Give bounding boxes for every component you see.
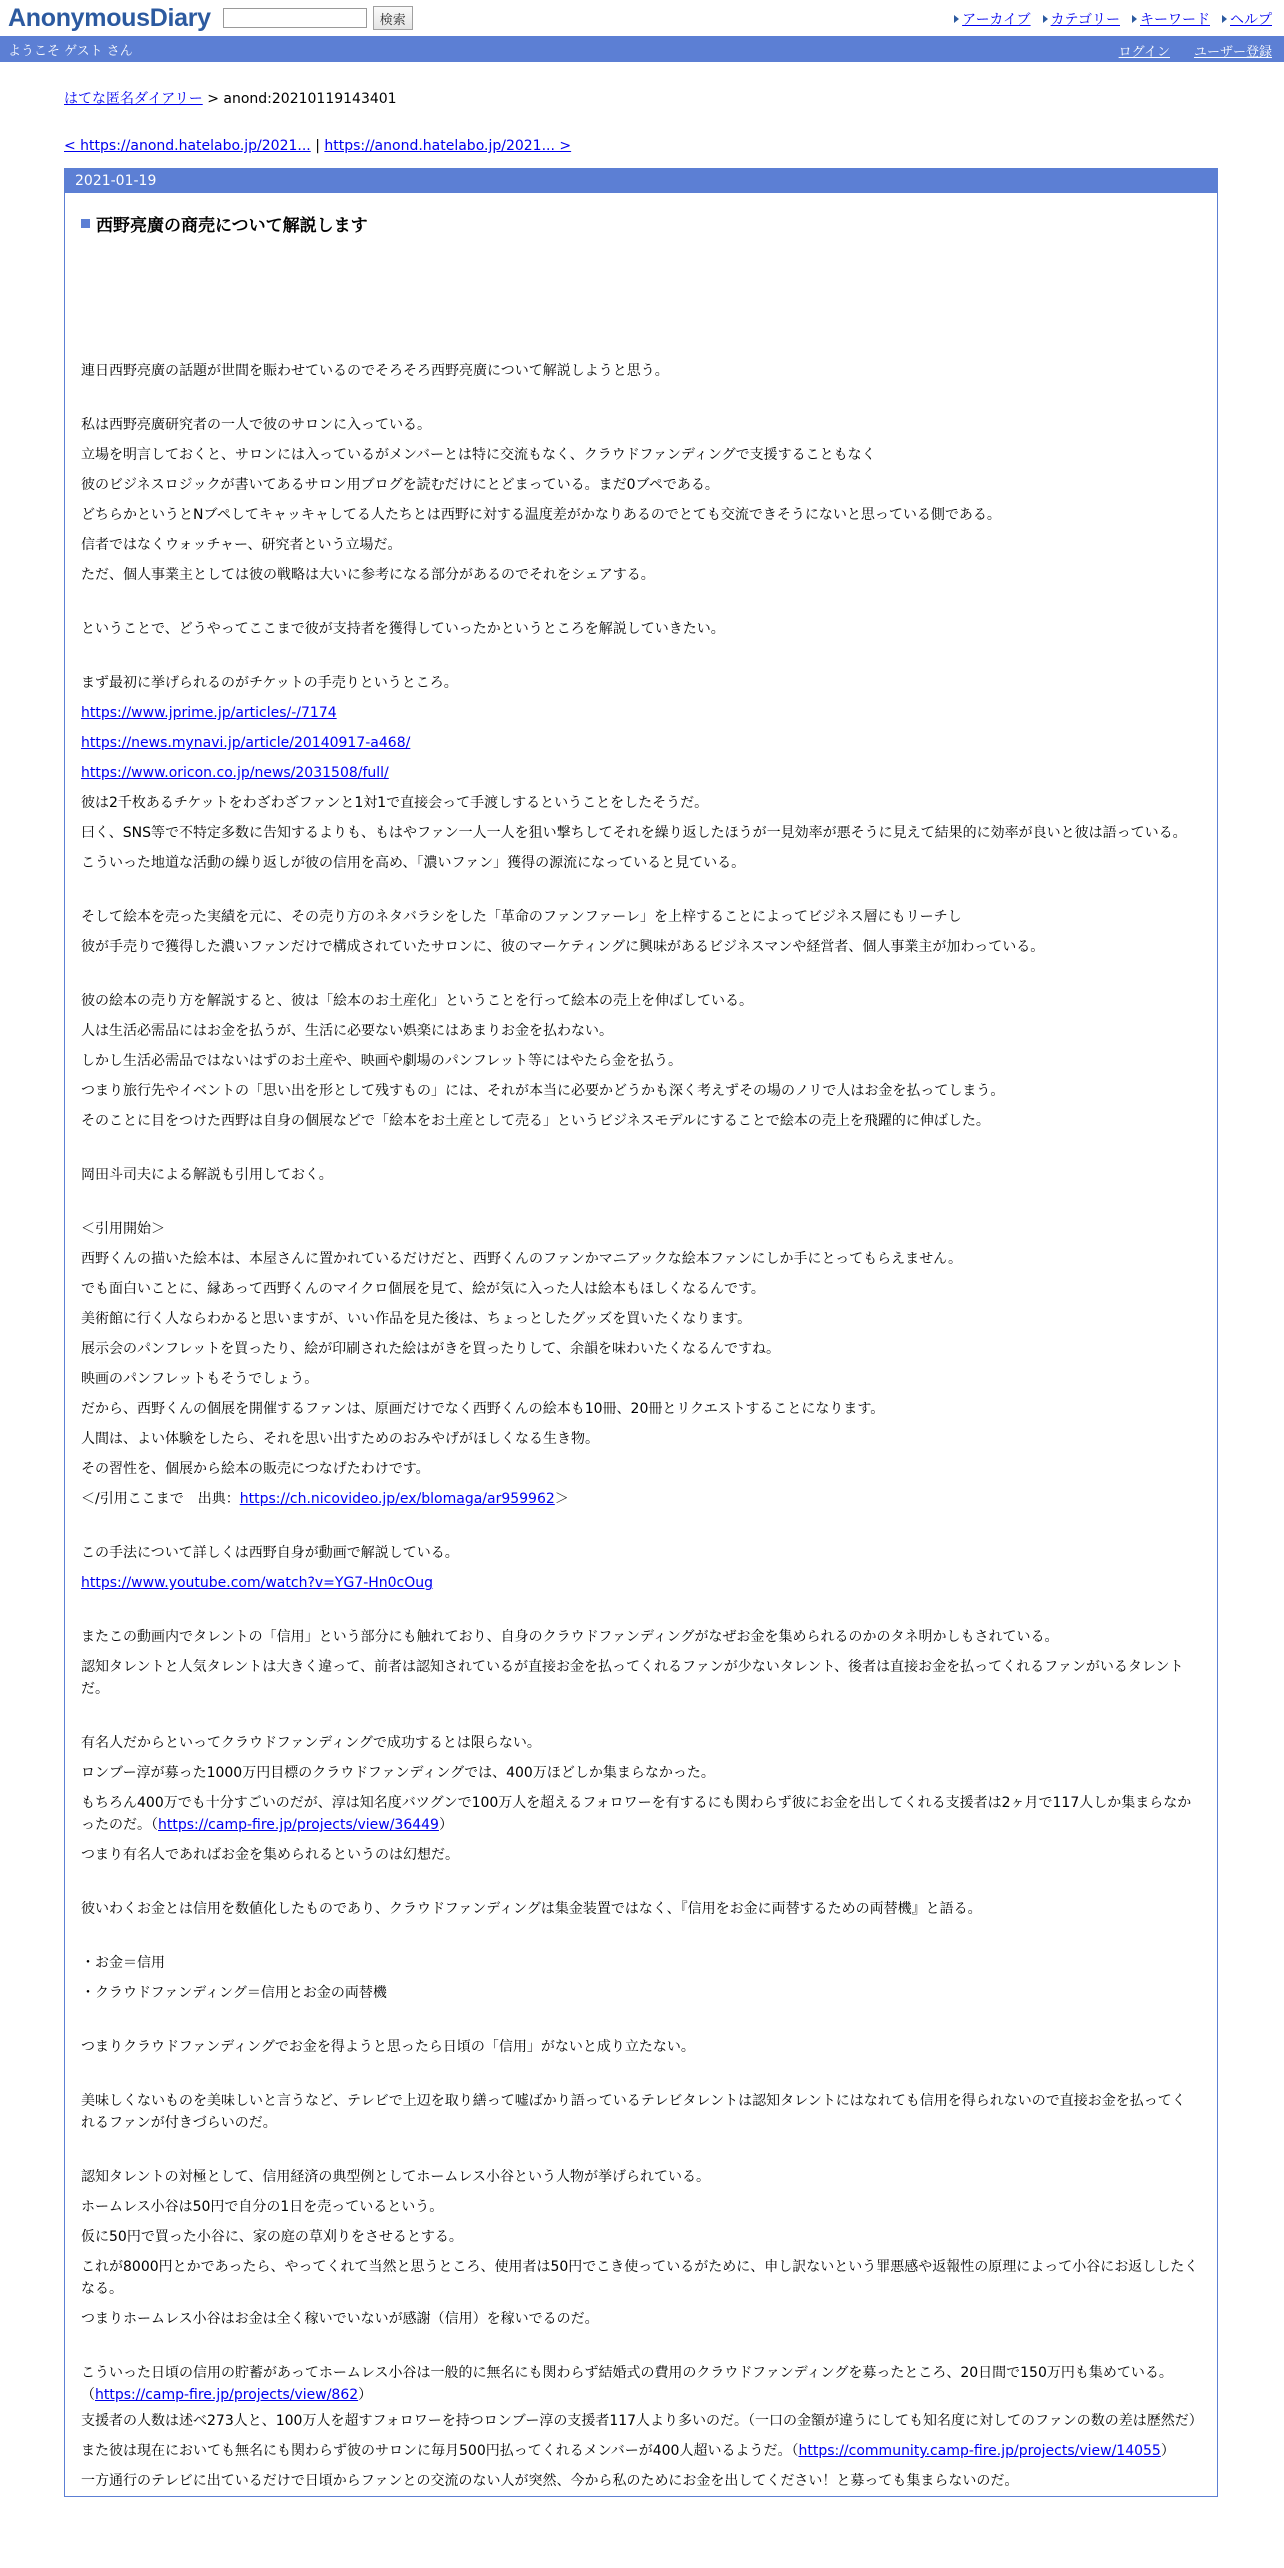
triangle-right-icon [1043, 15, 1048, 23]
text-line: ロンブー淳が募った1000万円目標のクラウドファンディングでは、400万ほどしか集まらなかった。 [81, 1765, 715, 1781]
text-segment: また彼は現在においても無名にも関わらず彼のサロンに毎月500円払ってくれるメンバーが400人超いるようだ。（ [81, 2443, 799, 2459]
text-line [81, 1792, 1199, 1836]
text-segment: ） [438, 1817, 453, 1833]
text-line: つまり有名人であればお金を集められるというのは幻想だ。 [81, 1847, 459, 1863]
text-line [81, 728, 1199, 758]
campfire-link[interactable]: https://camp-fire.jp/projects/view/862 [95, 2387, 359, 2403]
article-link[interactable]: https://www.oricon.co.jp/news/2031508/full/ [81, 765, 389, 781]
nav-category [1043, 9, 1120, 29]
text-segment: ） [358, 2387, 373, 2403]
search-button[interactable]: 検索 [373, 6, 413, 30]
main-content [64, 88, 1218, 2497]
welcome-bar [0, 36, 1284, 62]
campfire-link[interactable]: https://camp-fire.jp/projects/view/36449 [158, 1817, 439, 1833]
site-logo[interactable]: AnonymousDiary [8, 3, 211, 32]
nav-archive-link[interactable]: アーカイブ [962, 12, 1031, 28]
account-links [1119, 41, 1272, 60]
blank-line [81, 962, 1199, 986]
text-line: これが8000円とかであったら、やってくれて当然と思うところ、使用者は50円でこき使っているがために、申し訳ないという罪悪感や返報性の原理によって小谷にお返ししたくなる。 [81, 2259, 1199, 2297]
blank-line [81, 2008, 1199, 2032]
article-link[interactable]: https://www.jprime.jp/articles/-/7174 [81, 705, 337, 721]
blank-line [81, 878, 1199, 902]
register-link[interactable]: ユーザー登録 [1193, 45, 1272, 60]
text-line: 美術館に行く人ならわかると思いますが、いい作品を見た後は、ちょっとしたグッズを買いたくなります。 [81, 1311, 752, 1327]
community-link[interactable]: https://community.camp-fire.jp/projects/view/14055 [798, 2443, 1161, 2459]
search-input[interactable] [223, 8, 367, 28]
text-line: 美味しくないものを美味しいと言うなど、テレビで上辺を取り繕って嘘ばかり語っているテレビタレントは認知タレントにはなれても信用を得られないので直接お金を払ってくれるファンが付きづらいのだ。 [81, 2093, 1186, 2131]
nav-keyword [1132, 9, 1210, 29]
entry-title-text: 西野亮廣の商売について解説します [96, 216, 368, 236]
entry-pager [64, 138, 1218, 154]
blank-line [81, 1924, 1199, 1948]
text-line [81, 698, 1199, 728]
nav-category-link[interactable]: カテゴリー [1050, 12, 1120, 28]
text-line: そのことに目をつけた西野は自身の個展などで「絵本をお土産として売る」というビジネスモデルにすることで絵本の売上を飛躍的に伸ばした。 [81, 1113, 990, 1129]
text-line [81, 758, 1199, 788]
text-line: 曰く、SNS等で不特定多数に告知するよりも、もはやファン一人一人を狙い撃ちしてそれを繰り返したほうが一見効率が悪そうに見えて結果的に効率が良いと彼は語っている。 [81, 825, 1187, 841]
blank-line [81, 1598, 1199, 1622]
blank-line [81, 386, 1199, 410]
text-segment: ） [1160, 2443, 1175, 2459]
diary-entry [64, 168, 1218, 2497]
text-line: ＜引用開始＞ [81, 1221, 165, 1237]
blank-line [81, 1870, 1199, 1894]
text-line: つまりホームレス小谷はお金は全く稼いでいないが感謝（信用）を稼いでるのだ。 [81, 2311, 599, 2327]
nav-archive [954, 9, 1030, 29]
triangle-right-icon [1222, 15, 1227, 23]
text-line: その習性を、個展から絵本の販売につなげたわけです。 [81, 1461, 430, 1477]
text-line: ホームレス小谷は50円で自分の1日を売っているという。 [81, 2199, 444, 2215]
video-link[interactable]: https://www.youtube.com/watch?v=YG7-Hn0cOug [81, 1575, 434, 1591]
text-line: 有名人だからといってクラウドファンディングで成功するとは限らない。 [81, 1735, 541, 1751]
square-bullet-icon[interactable] [81, 219, 90, 228]
text-line: ・お金＝信用 [81, 1955, 165, 1971]
text-line: 人は生活必需品にはお金を払うが、生活に必要ない娯楽にはあまりお金を払わない。 [81, 1023, 613, 1039]
login-link[interactable]: ログイン [1118, 45, 1170, 60]
entry-date: 2021-01-19 [65, 169, 1217, 193]
text-line: ただ、個人事業主としては彼の戦略は大いに参考になる部分があるのでそれをシェアする。 [81, 567, 655, 583]
text-line: つまり旅行先やイベントの「思い出を形として残すもの」には、それが本当に必要かどうかも深く考えずその場のノリで人はお金を払ってしまう。 [81, 1083, 1005, 1099]
text-segment: こういった日頃の信用の貯蓄があってホームレス小谷は一般的に無名にも関わらず結婚式の費用のクラウドファンディングを募ったところ、20日間で150万円も集めている。（ [81, 2365, 1173, 2403]
text-line: 認知タレントと人気タレントは大きく違って、前者は認知されているが直接お金を払ってくれるファンが少ないタレント、後者は直接お金を払ってくれるファンがいるタレントだ。 [81, 1659, 1184, 1697]
text-line: 人間は、よい体験をしたら、それを思い出すためのおみやげがほしくなる生き物。 [81, 1431, 599, 1447]
blank-line [81, 590, 1199, 614]
text-line: 彼が手売りで獲得した濃いファンだけで構成されていたサロンに、彼のマーケティングに興味があるビジネスマンや経営者、個人事業主が加わっている。 [81, 939, 1045, 955]
text-line [81, 1568, 1199, 1598]
text-line: 仮に50円で買った小谷に、家の庭の草刈りをさせるとする。 [81, 2229, 463, 2245]
quote-end-label: ＜/引用ここまで 出典： [81, 1491, 240, 1507]
text-line: 一方通行のテレビに出ているだけで日頃からファンとの交流のない人が突然、今から私のためにお金を出してください！と募っても集まらないのだ。 [81, 2473, 1019, 2489]
triangle-right-icon [1132, 15, 1137, 23]
text-line [81, 1484, 1199, 1514]
text-line: どちらかというとNブペしてキャッキャしてる人たちとは西野に対する温度差がかなりあるのでとても交流できそうにないと思っている側である。 [81, 507, 1001, 523]
welcome-text: ようこそ ゲスト さん [8, 43, 133, 59]
blank-line [81, 2334, 1199, 2358]
text-line: 認知タレントの対極として、信用経済の典型例としてホームレス小谷という人物が挙げられている。 [81, 2169, 710, 2185]
text-line: ・クラウドファンディング＝信用とお金の両替機 [81, 1985, 387, 2001]
top-nav [954, 9, 1272, 29]
text-line: こういった地道な活動の繰り返しが彼の信用を高め、「濃いファン」獲得の源流になっていると見ている。 [81, 855, 746, 871]
nav-help [1222, 9, 1272, 29]
text-line: 立場を明言しておくと、サロンには入っているがメンバーとは特に交流もなく、クラウドファンディングで支援することもなく [81, 447, 876, 463]
text-line: 彼いわくお金とは信用を数値化したものであり、クラウドファンディングは集金装置ではなく、『信用をお金に両替するための両替機』と語る。 [81, 1901, 982, 1917]
text-line: この手法について詳しくは西野自身が動画で解説している。 [81, 1545, 459, 1561]
blank-line [81, 1136, 1199, 1160]
entry-title [81, 211, 1199, 236]
text-line: 私は西野亮廣研究者の一人で彼のサロンに入っている。 [81, 417, 431, 433]
quote-end-bracket: ＞ [554, 1491, 569, 1507]
breadcrumb-home-link[interactable]: はてな匿名ダイアリー [64, 91, 203, 107]
blank-line [81, 1190, 1199, 1214]
blank-line [81, 1704, 1199, 1728]
breadcrumb-separator: > [202, 91, 224, 107]
source-link[interactable]: https://ch.nicovideo.jp/ex/blomaga/ar959962 [239, 1491, 555, 1507]
text-line: 展示会のパンフレットを買ったり、絵が印刷された絵はがきを買ったりして、余韻を味わいたくなるんですね。 [81, 1341, 781, 1357]
blank-line [81, 2062, 1199, 2086]
next-entry-link[interactable]: https://anond.hatelabo.jp/2021... > [324, 138, 572, 154]
text-line: 西野くんの描いた絵本は、本屋さんに置かれているだけだと、西野くんのファンかマニアックな絵本ファンにしか手にとってもらえません。 [81, 1251, 963, 1267]
text-line: 岡田斗司夫による解説も引用しておく。 [81, 1167, 333, 1183]
prev-entry-link[interactable]: < https://anond.hatelabo.jp/2021... [64, 138, 311, 154]
pager-separator: | [310, 138, 325, 154]
article-link[interactable]: https://news.mynavi.jp/article/20140917-a468/ [81, 735, 411, 751]
text-line [81, 2362, 1199, 2406]
text-segment: もちろん400万でも十分すごいのだが、淳は知名度バツグンで100万人を超えるフォロワーを有するにも関わらず彼にお金を出してくれる支援者は2ヶ月で117人しか集まらなかったのだ。（ [81, 1795, 1192, 1833]
blank-line [81, 1514, 1199, 1538]
text-line: 映画のパンフレットもそうでしょう。 [81, 1371, 319, 1387]
text-line: またこの動画内でタレントの「信用」という部分にも触れており、自身のクラウドファンディングがなぜお金を集められるのかのタネ明かしもされている。 [81, 1629, 1059, 1645]
text-line: 支援者の人数は述べ273人と、100万人を超すフォロワーを持つロンブー淳の支援者117人より多いのだ。（一口の金額が違うにしても知名度に対してのファンの数の差は歴然だ） [81, 2413, 1203, 2429]
text-line: つまりクラウドファンディングでお金を得ようと思ったら日頃の「信用」がないと成り立たない。 [81, 2039, 695, 2055]
breadcrumb [64, 88, 1218, 108]
text-line: 彼の絵本の売り方を解説すると、彼は「絵本のお土産化」ということを行って絵本の売上を伸ばしている。 [81, 993, 753, 1009]
entry-spacer [81, 236, 1199, 356]
entry-body [65, 193, 1217, 2496]
text-line: しかし生活必需品ではないはずのお土産や、映画や劇場のパンフレット等にはやたら金を払う。 [81, 1053, 683, 1069]
text-line: まず最初に挙げられるのがチケットの手売りというところ。 [81, 675, 458, 691]
triangle-right-icon [954, 15, 959, 23]
text-line: そして絵本を売った実績を元に、その売り方のネタバラシをした「革命のファンファーレ」を上梓することによってビジネス層にもリーチし [81, 909, 962, 925]
blank-line [81, 2138, 1199, 2162]
breadcrumb-current: anond:20210119143401 [223, 91, 397, 107]
text-line: 彼は2千枚あるチケットをわざわざファンと1対1で直接会って手渡しするということをしたそうだ。 [81, 795, 709, 811]
text-line: 彼のビジネスロジックが書いてあるサロン用ブログを読むだけにとどまっている。まだ0ブペである。 [81, 477, 719, 493]
top-bar [0, 0, 1284, 36]
text-line: 信者ではなくウォッチャー、研究者という立場だ。 [81, 537, 402, 553]
text-line: ということで、どうやってここまで彼が支持者を獲得していったかというところを解説していきたい。 [81, 621, 725, 637]
nav-help-link[interactable]: ヘルプ [1230, 12, 1272, 28]
text-line: 連日西野亮廣の話題が世間を賑わせているのでそろそろ西野亮廣について解説しようと思う。 [81, 363, 669, 379]
blank-line [81, 644, 1199, 668]
entry-text [81, 356, 1203, 2496]
nav-keyword-link[interactable]: キーワード [1140, 12, 1210, 28]
text-line: でも面白いことに、縁あって西野くんのマイクロ個展を見て、絵が気に入った人は絵本もほしくなるんです。 [81, 1281, 765, 1297]
text-line: だから、西野くんの個展を開催するファンは、原画だけでなく西野くんの絵本も10冊、20冊とリクエストすることになります。 [81, 1401, 885, 1417]
text-line [81, 2436, 1199, 2466]
